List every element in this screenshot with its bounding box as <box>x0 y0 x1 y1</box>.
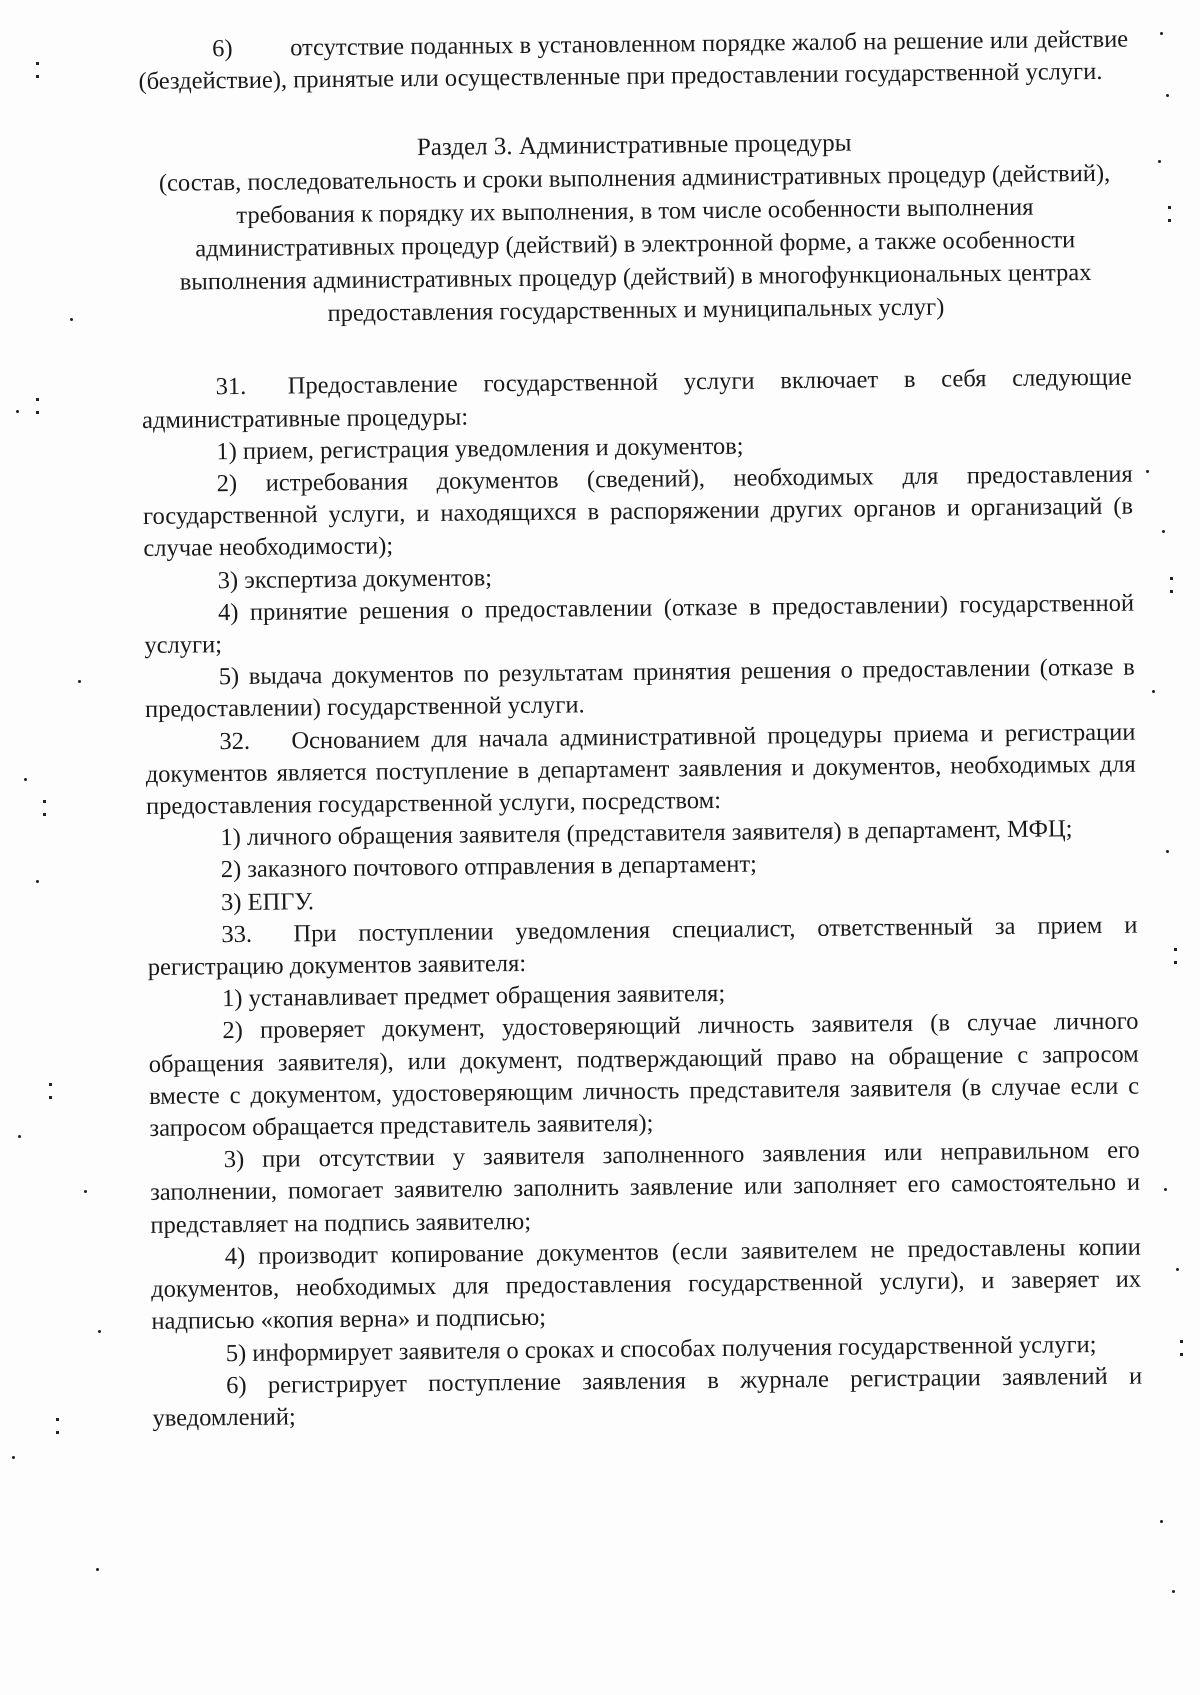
list-item: 1) личного обращения заявителя (представителя заявителя) в департамент, МФЦ; <box>220 815 1073 852</box>
list-item-number: 6) <box>212 35 233 63</box>
list-item: 2) проверяет документ, удостоверяющий личность заявителя (в случае личного обращения заявителя), или документ, подтверждающий право на обращение с запросом вместе с документом, удостоверяющим личность представителя заявителя (в случае если с запросом обращается представитель заявителя); <box>148 1008 1140 1143</box>
list-item: 3) ЕПГУ. <box>220 887 315 916</box>
list-item: 6) регистрирует поступление заявления в журнале регистрации заявлений и уведомлений; <box>152 1362 1143 1432</box>
list-item: 3) экспертиза документов; <box>217 563 493 594</box>
list-item: 4) производит копирование документов (если заявителем не предоставлены копии документов, необходимых для предоставления государственной услуги), и заверяет их надписью «копия верна» и подписью; <box>151 1233 1142 1336</box>
paragraph-text: Предоставление государственной услуги включает в себя следующие административные процедуры: <box>141 364 1132 434</box>
list-item-text: отсутствие поданных в установленном порядке жалоб на решение или действие (бездействие), принятые или осуществленные при предоставлении государственной услуги. <box>138 25 1129 96</box>
list-item <box>138 24 1129 99</box>
section-title: Раздел 3. Административные процедуры <box>416 129 852 162</box>
section-heading <box>139 124 1131 332</box>
list-item: 4) принятие решения о предоставлении (отказе в предоставлении) государственной услуги; <box>144 589 1135 659</box>
list-item: 1) прием, регистрация уведомления и документов; <box>216 432 744 466</box>
list-item: 3) при отсутствии у заявителя заполненного заявления или неправильном его заполнении, помогает заявителю заполнить заявление или заполняет его самостоятельно и представляет на подпись заявителю; <box>149 1136 1141 1239</box>
paragraph-text: Основанием для начала административной процедуры приема и регистрации документов является поступление в департамент заявления и документов, необходимых для предоставления государственной услуги, посредством: <box>145 718 1136 821</box>
paragraph-31 <box>142 362 1133 437</box>
paragraph-number: 32. <box>219 727 251 755</box>
paragraph-text: При поступлении уведомления специалист, ответственный за прием и регистрацию документов заявителя: <box>147 911 1138 982</box>
paragraph-number: 31. <box>215 373 247 401</box>
list-item: 2) заказного почтового отправления в департамент; <box>220 851 758 884</box>
paragraph-33 <box>147 909 1138 984</box>
section-subtitle: (состав, последовательность и сроки выполнения административных процедур (действий), требования к порядку их выполнения, в том числе особенности выполнения административных процедур (действий) в электронной форме, а также особенности выполнения административных процедур (действий) в многофункциональных центрах предоставления государственных и муниципальных услуг) <box>158 160 1111 328</box>
list-item: 5) выдача документов по результатам принятия решения о предоставлении (отказе в предоставлении) государственной услуги. <box>144 653 1135 724</box>
list-item: 2) истребования документов (сведений), необходимых для предоставления государственной услуги, и находящихся в распоряжении других органов и организаций (в случае необходимости); <box>142 460 1134 563</box>
paragraph-number: 33. <box>221 920 253 949</box>
list-item: 1) устанавливает предмет обращения заявителя; <box>221 980 726 1013</box>
paragraph-32 <box>145 716 1136 823</box>
document-body <box>138 24 1143 1435</box>
list-item: 5) информирует заявителя о сроках и способах получения государственной услуги; <box>225 1330 1097 1367</box>
